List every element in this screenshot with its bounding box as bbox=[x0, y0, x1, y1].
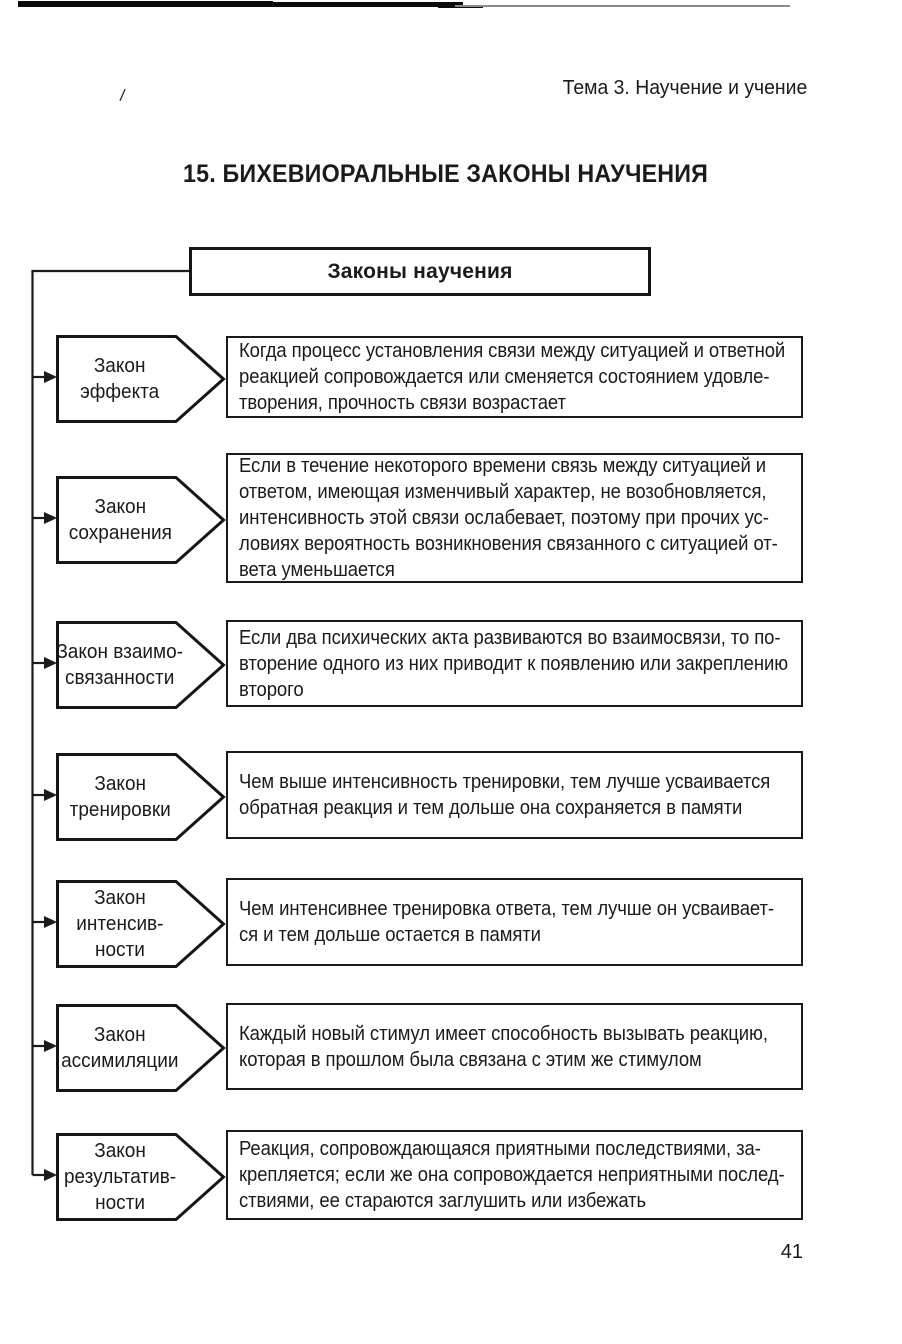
running-head: Тема 3. Научение и учение bbox=[562, 77, 807, 99]
law-name-effectiveness: Закон результатив- ности bbox=[63, 1140, 177, 1214]
page-title: 15. БИХЕВИОРАЛЬНЫЕ ЗАКОНЫ НАУЧЕНИЯ bbox=[183, 160, 709, 188]
law-name-assimilation: Закон ассимиляции bbox=[61, 1024, 179, 1072]
diagram-root-node: Законы научения bbox=[189, 247, 651, 296]
law-description-assimilation: Каждый новый стимул имеет способность вызывать реакцию, которая в прошлом была связана с этим же стимулом bbox=[226, 1003, 803, 1090]
law-description-effect: Когда процесс установления связи между ситуацией и ответной реакцией сопровождается или сменяется состоянием удовле- творения, прочность связи возрастает bbox=[226, 336, 803, 418]
law-name-intensity: Закон интенсив- ности bbox=[76, 887, 164, 961]
page-number: 41 bbox=[780, 1241, 803, 1263]
law-description-intensity: Чем интенсивнее тренировка ответа, тем лучше он усваивает- ся и тем дольше остается в памяти bbox=[226, 878, 803, 966]
law-name-interconnection: Закон взаимо- связанности bbox=[56, 641, 184, 689]
law-description-effectiveness: Реакция, сопровождающаяся приятными последствиями, за- крепляется; если же она сопровождается неприятными послед- ствиями, ее стараются заглушить или избежать bbox=[226, 1130, 803, 1220]
law-description-interconnection: Если два психических акта развиваются во взаимосвязи, то по- вторение одного из них приводит к появлению или закреплению второго bbox=[226, 620, 803, 707]
law-name-effect: Закон эффекта bbox=[80, 355, 160, 403]
scan-stray-mark: / bbox=[118, 85, 127, 106]
law-description-training: Чем выше интенсивность тренировки, тем лучше усваивается обратная реакция и тем дольше она сохраняется в памяти bbox=[226, 751, 803, 839]
law-name-preservation: Закон сохранения bbox=[68, 496, 172, 544]
law-description-preservation: Если в течение некоторого времени связь между ситуацией и ответом, имеющая изменчивый характер, не возобновляется, интенсивность этой связи ослабевает, поэтому при прочих ус- ловиях вероятность возникновения связанного с ситуацией от- вета уменьшается bbox=[226, 453, 803, 583]
law-name-training: Закон тренировки bbox=[69, 773, 171, 821]
